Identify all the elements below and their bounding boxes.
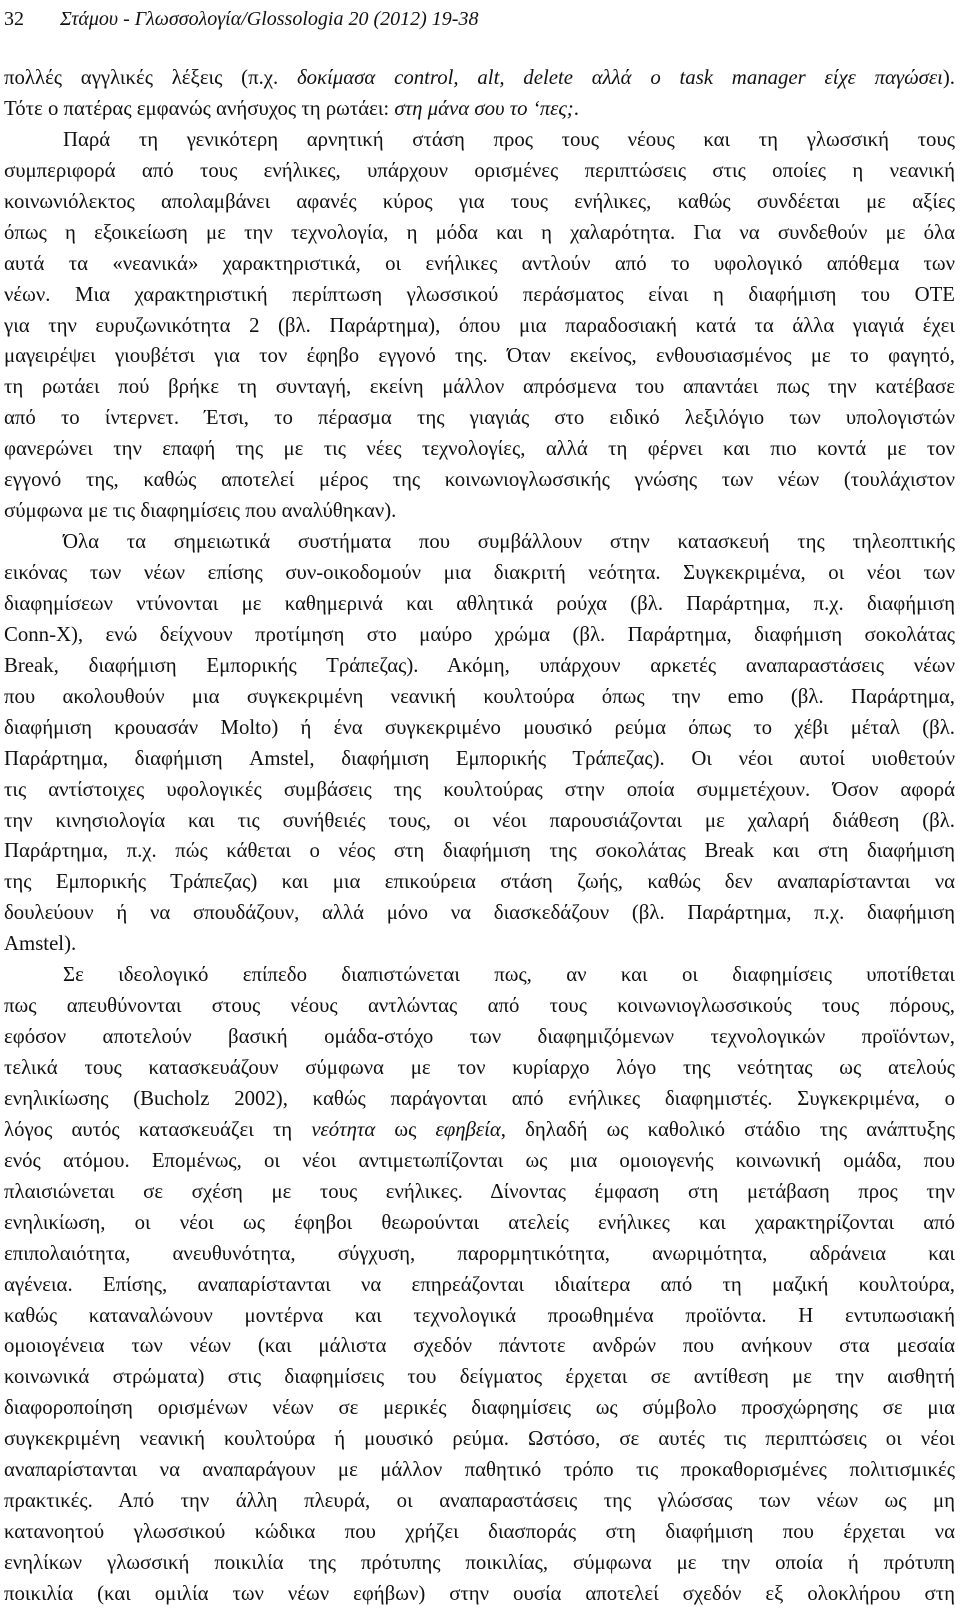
page-number: 32 [4, 8, 24, 30]
text-line: Τότε ο πατέρας εμφανώς ανήσυχος τη ρωτάει: στη μάνα σου το ‘πες;. [4, 96, 579, 120]
text-line: επιπολαιότητα, ανευθυνότητα, σύγχυση, παρορμητικότητα, ανωριμότητα, αδράνεια και [4, 1241, 955, 1265]
text-line: Παράρτημα, διαφήμιση Amstel, διαφήμιση Εμπορικής Τράπεζας). Οι νέοι αυτοί υιοθετούν [4, 746, 955, 770]
text-line: κοινωνιόλεκτος απολαμβάνει αφανές κύρος για τους ενήλικες, καθώς συνδέεται με αξίες [4, 189, 955, 213]
text-line: μαγειρέψει γιουβέτσι για τον έφηβο εγγονό της. Όταν εκείνος, ενθουσιασμένος με το φαγητό, [4, 344, 955, 368]
text-line: συμπεριφορά από τους ενήλικες, υπάρχουν ορισμένες περιπτώσεις στις οποίες η νεανική [4, 158, 955, 182]
text-line: ενηλικίωσης (Bucholz 2002), καθώς παράγονται από ενήλικες διαφημιστές. Συγκεκριμένα, ο [4, 1086, 955, 1110]
text-line: όπως η εξοικείωση με την τεχνολογία, η μόδα και η χαλαρότητα. Για να συνδεθούν με όλα [4, 220, 955, 244]
text-line: διαφημίσεων ντύνονται με καθημερινά και αθλητικά ρούχα (βλ. Παράρτημα, π.χ. διαφήμιση [4, 591, 955, 615]
text-line: ποικιλία (και ομιλία των νέων εφήβων) στην ουσία αποτελεί σχεδόν εξ ολοκλήρου στη [4, 1581, 955, 1605]
text-line: ομοιογένεια των νέων (και μάλιστα σχεδόν πάντοτε ανδρών που ανήκουν στα μεσαία [4, 1334, 955, 1358]
text-line: πως απευθύνονται στους νέους αντλώντας από τους κοινωνιογλωσσικούς τους πόρους, [4, 994, 955, 1018]
text-line: κατανοητού γλωσσικού κώδικα που χρήζει διασποράς στη διαφήμιση που έρχεται να [4, 1520, 955, 1544]
text-line: Παράρτημα, π.χ. πώς κάθεται ο νέος στη διαφήμιση της σοκολάτας Break και στη διαφήμιση [4, 839, 955, 863]
text-line: Παρά τη γενικότερη αρνητική στάση προς τους νέους και τη γλωσσική τους [63, 127, 955, 151]
text-line: Break, διαφήμιση Εμπορικής Τράπεζας). Ακόμη, υπάρχουν αρκετές αναπαραστάσεις νέων [4, 653, 955, 677]
text-line: λόγος αυτός κατασκευάζει τη νεότητα ως εφηβεία, δηλαδή ως καθολικό στάδιο της ανάπτυξης [4, 1117, 955, 1141]
text-line: Conn-X), ενώ δείχνουν προτίμηση στο μαύρο χρώμα (βλ. Παράρτημα, διαφήμιση σοκολάτας [4, 622, 955, 646]
running-header [4, 2, 952, 36]
text-line: που ακολουθούν μια συγκεκριμένη νεανική κουλτούρα όπως την emo (βλ. Παράρτημα, [4, 684, 955, 708]
text-line: εγγονό της, καθώς αποτελεί μέρος της κοινωνιογλωσσικής γνώσης των νέων (τουλάχιστον [4, 468, 955, 492]
running-title: Στάμου - Γλωσσολογία/Glossologia 20 (2012) 19-38 [60, 8, 479, 30]
text-line: κοινωνικά στρώματα) στις διαφημίσεις του δείγματος έρχεται σε αντίθεση με την αισθητή [4, 1365, 955, 1389]
text-line: διαφοροποίηση ορισμένων νέων σε μερικές διαφημίσεις ως σύμβολο προσχώρησης σε μια [4, 1396, 955, 1420]
text-line: εικόνας των νέων επίσης συν-οικοδομούν μια διακριτή νεότητα. Συγκεκριμένα, οι νέοι των [4, 561, 955, 584]
text-line: τις αντίστοιχες υφολογικές συμβάσεις της κουλτούρας στην οποία συμμετέχουν. Όσον αφορά [4, 777, 955, 801]
text-line: πολλές αγγλικές λέξεις (π.χ. δοκίμασα control, alt, delete αλλά ο task manager είχε παγώσει). [4, 66, 955, 89]
text-line: διαφήμιση κρουασάν Molto) ή ένα συγκεκριμένο μουσικό ρεύμα όπως το χέβι μέταλ (βλ. [4, 715, 955, 739]
text-line: νέων. Μια χαρακτηριστική περίπτωση γλωσσικού περάσματος είναι η διαφήμιση του ΟΤΕ [4, 282, 955, 306]
text-line: ενηλίκων γλωσσική ποικιλία της πρότυπης ποικιλίας, σύμφωνα με την οποία ή πρότυπη [4, 1551, 955, 1574]
text-line: αναπαρίστανται να αναπαράγουν με μάλλον παθητικό τρόπο τις προκαθορισμένες πολιτισμικές [4, 1458, 955, 1482]
text-line: για την ευρυζωνικότητα 2 (βλ. Παράρτημα), όπου μια παραδοσιακή κατά τα άλλα γιαγιά έχει [4, 313, 955, 337]
text-line: Όλα τα σημειωτικά συστήματα που συμβάλλουν στην κατασκευή της τηλεοπτικής [63, 530, 955, 554]
text-line: ενηλικίωση, οι νέοι ως έφηβοι θεωρούνται ατελείς ενήλικες και χαρακτηρίζονται από [4, 1210, 955, 1234]
text-line: συγκεκριμένη νεανική κουλτούρα ή μουσικό ρεύμα. Ωστόσο, σε αυτές τις περιπτώσεις οι νέοι [4, 1427, 955, 1451]
text-line: τη ρωτάει πού βρήκε τη συνταγή, εκείνη μάλλον απρόσμενα του απαντάει πως την κατέβασε [4, 375, 955, 399]
text-line: Amstel). [4, 932, 77, 956]
text-line: σύμφωνα με τις διαφημίσεις που αναλύθηκαν). [4, 499, 397, 523]
body-text [4, 63, 955, 1610]
text-line: φανερώνει την επαφή της με τις νέες τεχνολογίες, αλλά τη φέρνει και πιο κοντά με τον [4, 437, 955, 461]
text-line: την κινησιολογία και τις συνήθειές τους, οι νέοι παρουσιάζονται με χαλαρή διάθεση (βλ. [4, 808, 955, 832]
text-line: τελικά τους κατασκευάζουν σύμφωνα με τον κυρίαρχο λόγο της νεότητας ως ατελούς [4, 1056, 955, 1079]
text-line: αγένεια. Επίσης, αναπαρίστανται να επηρεάζονται ιδιαίτερα από τη μαζική κουλτούρα, [4, 1272, 955, 1296]
text-line: πρακτικές. Από την άλλη πλευρά, οι αναπαραστάσεις της γλώσσας των νέων ως μη [4, 1489, 955, 1513]
text-line: καθώς καταναλώνουν μοντέρνα και τεχνολογικά προωθημένα προϊόντα. Η εντυπωσιακή [4, 1303, 955, 1327]
text-line: Σε ιδεολογικό επίπεδο διαπιστώνεται πως, αν και οι διαφημίσεις υποτίθεται [63, 963, 955, 987]
text-line: της Εμπορικής Τράπεζας) και μια επικούρεια στάση ζωής, καθώς δεν αναπαρίστανται να [4, 870, 955, 894]
text-line: εφόσον αποτελούν βασική ομάδα-στόχο των διαφημιζόμενων τεχνολογικών προϊόντων, [4, 1025, 955, 1049]
text-line: δουλεύουν ή να σπουδάζουν, αλλά μόνο να διασκεδάζουν (βλ. Παράρτημα, π.χ. διαφήμιση [4, 901, 955, 925]
text-line: πλαισιώνεται σε σχέση με τους ενήλικες. Δίνοντας έμφαση στη μετάβαση προς την [4, 1179, 955, 1203]
text-line: από το ίντερνετ. Έτσι, το πέρασμα της γιαγιάς στο ειδικό λεξιλόγιο των υπολογιστών [4, 406, 955, 430]
text-line: αυτά τα «νεανικά» χαρακτηριστικά, οι ενήλικες αντλούν από το υφολογικό απόθεμα των [4, 251, 955, 275]
text-line: ενός ατόμου. Επομένως, οι νέοι αντιμετωπίζονται ως μια ομοιογενής κοινωνική ομάδα, που [4, 1148, 955, 1172]
